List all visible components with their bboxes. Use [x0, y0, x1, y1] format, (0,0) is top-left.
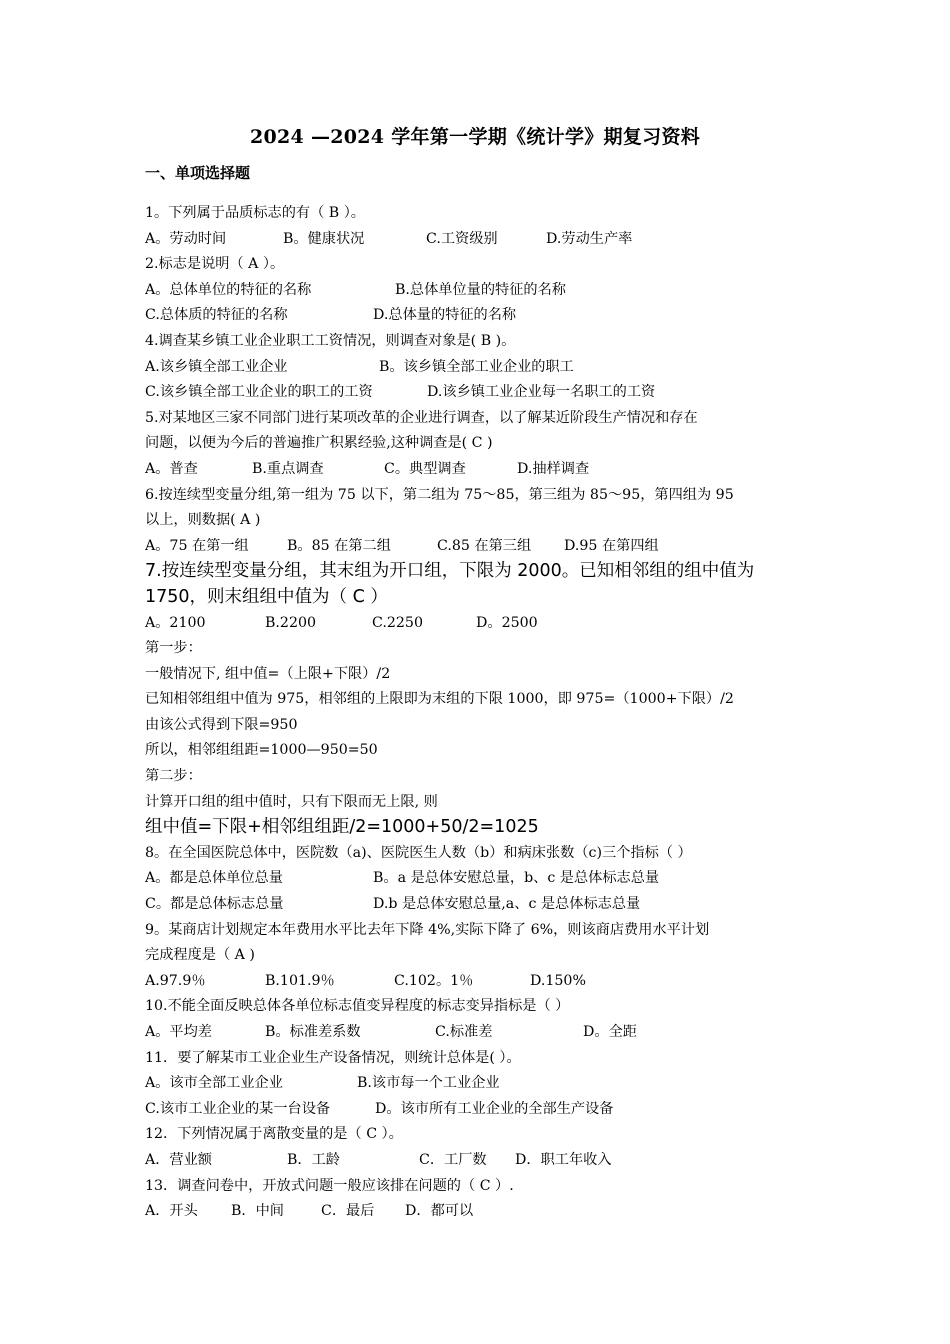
text-segment: C。都是总体标志总量: [145, 896, 284, 913]
text-segment: C．最后: [321, 1203, 375, 1220]
text-segment: B。该乡镇全部工业企业的职工: [379, 358, 574, 375]
text-segment: 8。在全国医院总体中，医院数（a)、医院医生人数（b）和病床张数（c)三个指标（ ）: [145, 844, 692, 861]
text-line: [145, 943, 810, 969]
text-line: [145, 713, 810, 739]
text-segment: D.总体量的特征的名称: [373, 307, 517, 324]
text-segment: A。总体单位的特征的名称: [145, 281, 312, 298]
text-line: [145, 738, 810, 764]
text-line: [145, 329, 810, 355]
text-segment: 组中值=下限+相邻组组距/2=1000+50/2=1025: [145, 817, 539, 838]
text-segment: D。全距: [583, 1024, 637, 1040]
text-line: [145, 687, 810, 713]
text-segment: A.97.9％: [145, 972, 206, 989]
text-segment: 1。下列属于品质标志的有（ B ）。: [145, 205, 365, 221]
text-segment: D。该市所有工业企业的全部生产设备: [375, 1100, 614, 1117]
text-segment: 7.按连续型变量分组，其末组为开口组，下限为 2000。已知相邻组的组中值为: [145, 561, 755, 582]
text-segment: B。a 是总体安慰总量，b、c 是总体标志总量: [373, 870, 660, 887]
text-line: [145, 227, 810, 253]
document-body: [145, 201, 810, 1225]
text-segment: 所以，相邻组组距=1000—950=50: [145, 742, 378, 759]
text-segment: D.95 在第四组: [564, 537, 659, 554]
text-segment: 9。某商店计划规定本年费用水平比去年下降 4%,实际下降了 6%，则该商店费用水平计划: [145, 921, 710, 938]
text-segment: A。75 在第一组: [145, 537, 249, 554]
text-segment: C.该市工业企业的某一台设备: [145, 1100, 331, 1117]
text-segment: 12．下列情况属于离散变量的是（ C ）。: [145, 1126, 403, 1143]
text-segment: A.该乡镇全部工业企业: [145, 358, 288, 375]
text-segment: 1750，则末组组中值为（ C ）: [145, 586, 388, 607]
text-line: [145, 483, 810, 509]
text-segment: C.102。1％: [394, 972, 474, 989]
text-segment: 由该公式得到下限=950: [145, 716, 298, 733]
text-line: [145, 636, 810, 662]
text-segment: A。都是总体单位总量: [145, 870, 283, 887]
text-segment: A。该市全部工业企业: [145, 1075, 283, 1092]
text-line: [145, 508, 810, 534]
text-segment: D。2500: [476, 614, 538, 631]
text-segment: 11．要了解某市工业企业生产设备情况，则统计总体是( ）。: [145, 1049, 521, 1066]
text-segment: D.劳动生产率: [546, 230, 633, 247]
text-segment: A。平均差: [145, 1024, 212, 1040]
text-line: [145, 764, 810, 790]
text-segment: A。2100: [145, 614, 206, 631]
text-line: [145, 534, 810, 560]
text-line: [145, 355, 810, 381]
text-segment: C．工厂数: [419, 1151, 487, 1168]
text-line: [145, 1122, 810, 1148]
text-line: [145, 252, 810, 278]
text-segment: 计算开口组的组中值时，只有下限而无上限, 则: [145, 793, 438, 810]
text-line: [145, 790, 810, 816]
text-line: [145, 815, 810, 841]
text-line: [145, 841, 810, 867]
text-segment: B.2200: [265, 614, 317, 631]
text-line: [145, 303, 810, 329]
text-segment: 问题，以便为今后的普遍推广积累经验,这种调查是( C ): [145, 435, 493, 452]
text-segment: 完成程度是（ A ): [145, 947, 255, 964]
text-line: [145, 406, 810, 432]
text-line: [145, 1097, 810, 1123]
text-segment: 13．调查问卷中，开放式问题一般应该排在问题的（ C ）.: [145, 1177, 514, 1194]
text-segment: B。标准差系数: [265, 1024, 361, 1040]
text-segment: A。劳动时间: [145, 230, 227, 247]
text-line: [145, 1071, 810, 1097]
text-line: [145, 380, 810, 406]
text-line: [145, 969, 810, 995]
text-segment: A．开头: [145, 1203, 198, 1220]
text-line: [145, 994, 810, 1020]
text-line: [145, 918, 810, 944]
text-segment: A。普查: [145, 460, 198, 477]
text-line: [145, 585, 810, 611]
text-segment: B。85 在第二组: [287, 537, 391, 554]
text-segment: 4.调查某乡镇工业企业职工工资情况，则调查对象是( B )。: [145, 332, 516, 349]
text-line: [145, 1199, 810, 1225]
text-line: [145, 201, 810, 227]
text-line: [145, 866, 810, 892]
section-heading: 一、单项选择题: [145, 164, 251, 182]
text-segment: B。健康状况: [283, 230, 365, 247]
text-segment: D.该乡镇工业企业每一名职工的工资: [427, 384, 656, 401]
text-segment: 6.按连续型变量分组,第一组为 75 以下，第二组为 75～85，第三组为 85～95，第四组为 95: [145, 486, 734, 503]
text-line: [145, 1020, 810, 1046]
text-segment: C.2250: [372, 614, 423, 631]
text-line: [145, 662, 810, 688]
text-segment: C.总体质的特征的名称: [145, 307, 288, 324]
text-segment: A．营业额: [145, 1151, 212, 1168]
text-segment: D.b 是总体安慰总量,a、c 是总体标志总量: [373, 896, 641, 913]
text-line: [145, 431, 810, 457]
document-title: 2024 —2024 学年第一学期《统计学》期复习资料: [249, 126, 701, 148]
text-line: [145, 1148, 810, 1174]
text-segment: D．都可以: [405, 1203, 474, 1220]
text-segment: B.该市每一个工业企业: [357, 1075, 500, 1092]
text-segment: B．中间: [231, 1203, 284, 1220]
text-line: [145, 611, 810, 637]
text-line: [145, 1046, 810, 1072]
text-line: [145, 1174, 810, 1200]
text-line: [145, 457, 810, 483]
text-segment: 2.标志是说明（ A ）。: [145, 256, 285, 273]
text-segment: B.总体单位量的特征的名称: [395, 281, 566, 298]
text-line: [145, 559, 810, 585]
text-segment: C.该乡镇全部工业企业的职工的工资: [145, 384, 373, 401]
text-segment: 第一步：: [145, 640, 202, 657]
text-segment: D．职工年收入: [515, 1151, 612, 1168]
text-segment: D.150%: [530, 972, 586, 989]
text-segment: D.抽样调查: [517, 460, 590, 477]
text-segment: B.重点调查: [252, 460, 324, 477]
text-segment: 以上，则数据( A ): [145, 512, 261, 529]
text-segment: B．工龄: [287, 1151, 340, 1168]
text-segment: 5.对某地区三家不同部门进行某项改革的企业进行调查，以了解某近阶段生产情况和存在: [145, 409, 698, 426]
text-segment: C。典型调查: [384, 460, 466, 477]
text-segment: 第二步：: [145, 768, 202, 785]
text-segment: 已知相邻组组中值为 975，相邻组的上限即为末组的下限 1000，即 975=（1000+下限）/2: [145, 691, 734, 708]
text-segment: 一般情况下, 组中值=（上限+下限）/2: [145, 665, 391, 682]
text-segment: C.工资级别: [426, 230, 498, 247]
text-segment: C.标准差: [435, 1024, 493, 1040]
text-segment: C.85 在第三组: [437, 537, 532, 554]
text-line: [145, 278, 810, 304]
text-segment: B.101.9％: [265, 972, 335, 989]
text-line: [145, 892, 810, 918]
text-segment: 10.不能全面反映总体各单位标志值变异程度的标志变异指标是（ ）: [145, 998, 570, 1015]
